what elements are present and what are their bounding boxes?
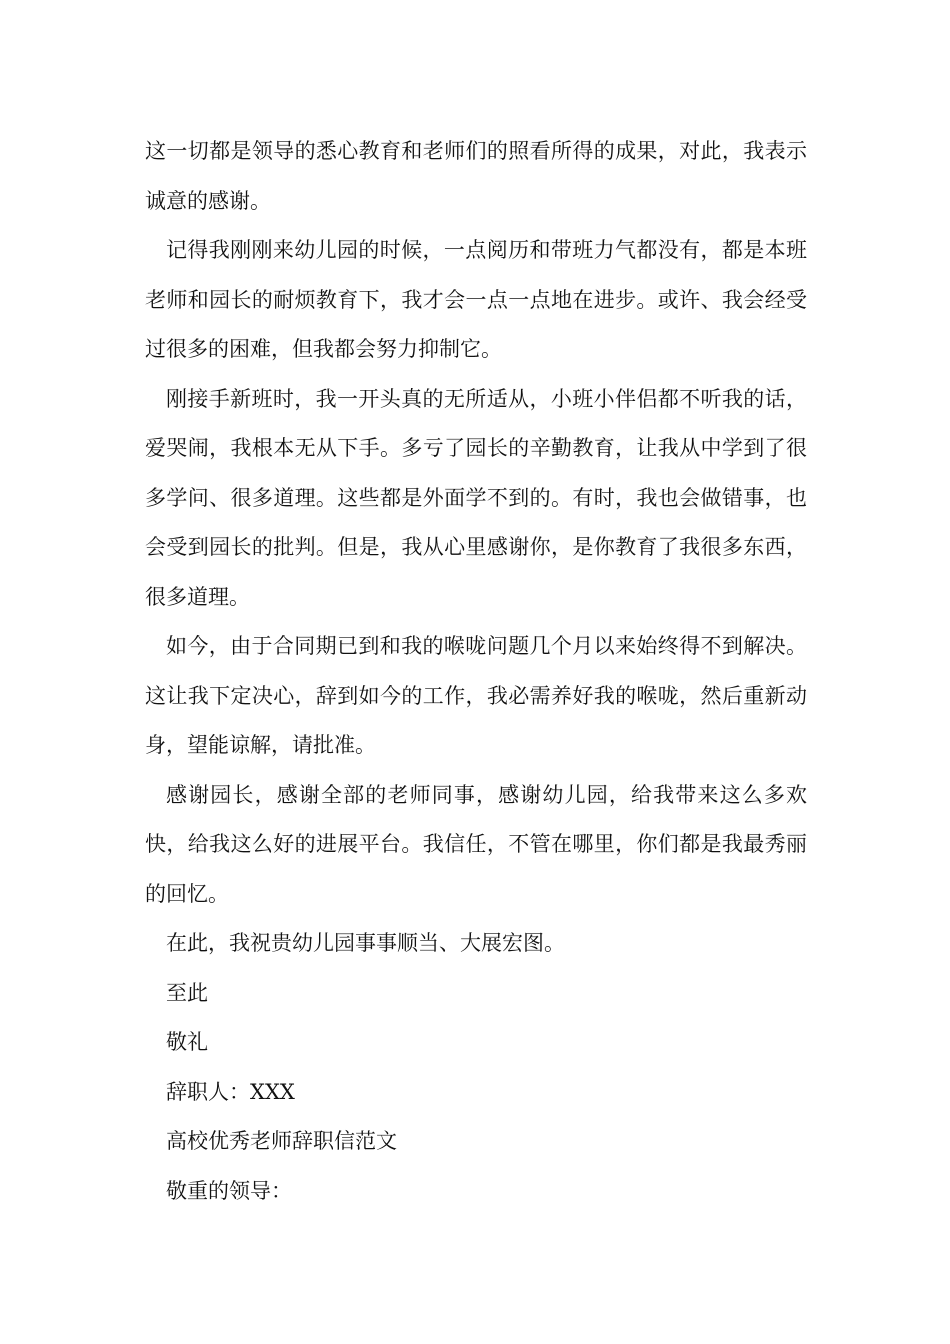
closing-line-1: 至此 bbox=[166, 980, 208, 1005]
next-letter-title: 高校优秀老师辞职信范文 bbox=[166, 1129, 397, 1153]
signature: 辞职人：XXX bbox=[166, 1079, 295, 1104]
paragraph-reason: 如今，由于合同期已到和我的喉咙问题几个月以来始终得不到解决。这让我下定决心，辞到如今的工作，我必需养好我的喉咙，然后重新动身，望能谅解，请批准。 bbox=[145, 634, 807, 757]
closing-line-2: 敬礼 bbox=[166, 1030, 208, 1054]
paragraph-wishes: 在此，我祝贵幼儿园事事顺当、大展宏图。 bbox=[166, 931, 565, 955]
paragraph-new-class: 刚接手新班时，我一开头真的无所适从，小班小伴侣都不听我的话，爱哭闹，我根本无从下手。多亏了园长的辛勤教育，让我从中学到了很多学问、很多道理。这些都是外面学不到的。有时，我也会做错事，也会受到园长的批判。但是，我从心里感谢你，是你教育了我很多东西，很多道理。 bbox=[145, 386, 807, 609]
next-letter-salutation: 敬重的领导： bbox=[166, 1178, 292, 1203]
paragraph-thanks: 感谢园长，感谢全部的老师同事，感谢幼儿园，给我带来这么多欢快，给我这么好的进展平台。我信任，不管在哪里，你们都是我最秀丽的回忆。 bbox=[145, 782, 807, 906]
paragraph-memories: 记得我刚刚来幼儿园的时候，一点阅历和带班力气都没有，都是本班老师和园长的耐烦教育下，我才会一点一点地在进步。或许、我会经受过很多的困难，但我都会努力抑制它。 bbox=[145, 238, 807, 361]
letter-body bbox=[145, 127, 807, 1216]
paragraph-gratitude: 这一切都是领导的悉心教育和老师们的照看所得的成果，对此，我表示诚意的感谢。 bbox=[145, 139, 807, 213]
